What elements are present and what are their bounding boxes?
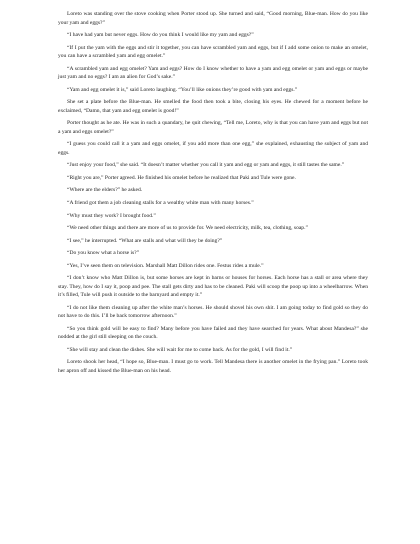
paragraph: “So you think gold will be easy to find? Many before you have failed and they have searched for years. What about Mandesa?” she nodded at the girl still sleeping on the couch.	[58, 325, 368, 341]
paragraph: “A scrambled yam and egg omelet? Yam and eggs? How do I know whether to have a yam and egg omelet or yam and eggs or maybe just yam and no eggs? I am an alien for God’s sake.”	[58, 65, 368, 81]
paragraph: “Just enjoy your food,” she said. “It doesn’t matter whether you call it yam and egg or yam and eggs, it still tastes the same.”	[67, 162, 345, 169]
paragraph: Loreto shook her head, “I hope so, Blue-man. I must go to work. Tell Mandesa there is another omelet in the frying pan.” Loreto took her apron off and kissed the Blue-man on his head.	[58, 359, 368, 374]
paragraph: “Do you know what a horse is?”	[67, 250, 140, 257]
paragraph: “I guess you could call it a yam and eggs omelet, if you add more than one egg,” she explained, exhausting the subject of yam and eggs.	[58, 141, 368, 156]
paragraph: “A friend got them a job cleaning stalls for a wealthy white man with many horses.”	[67, 200, 254, 207]
paragraph: “I do not like them cleaning up after the white man’s horses. He should shovel his own shit. I am going today to find gold so they do not have to do this. I’ll be back tomorrow afternoon.”	[58, 304, 368, 320]
paragraph: “Yes, I’ve seen them on television. Marshall Matt Dillon rides one. Festus rides a mule.”	[67, 262, 264, 269]
paragraph: “If I put the yam with the eggs and stir it together, you can have scrambled yam and eggs, but if I add some onion to make an omelet, you can have a scrambled yam and egg omelet.”	[58, 44, 368, 60]
paragraph: “Yam and egg omelet it is,” said Loreto laughing. “You’ll like onions they’re good with yam and eggs.”	[67, 86, 298, 93]
paragraph: “Where are the elders?” he asked.	[67, 187, 143, 194]
paragraph: “She will stay and clean the dishes. She will wait for me to come back. As for the gold, I will find it.”	[67, 346, 293, 353]
paragraph: Loreto was standing over the stove cooking when Porter stood up. She turned and said, “Good morning, Blue-man. How do you like your yam and eggs?”	[58, 11, 368, 26]
page-text	[58, 10, 368, 375]
paragraph: “I see,” he interrupted. “What are stalls and what will they be doing?”	[67, 237, 223, 244]
paragraph: She set a plate before the Blue-man. He smelled the food then took a bite, closing his eyes. He chewed for a moment before he exclaimed, “Damn, that yam and egg omelet is good!”	[58, 99, 368, 114]
paragraph: “Right you are,” Porter agreed. He finished his omelet before he realized that Paki and Tule were gone.	[67, 174, 296, 181]
paragraph: Porter thought as he ate. He was in such a quandary, he quit chewing, “Tell me, Loreto, why is that you can have yam and eggs but not a yam and eggs omelet?”	[58, 120, 368, 135]
paragraph: “I don’t know who Matt Dillon is, but some horses are kept in barns or houses for horses. Each horse has a stall or area where they stay. They, how do I say it, poop and pee. The stall gets dirty and has to be cleaned. Paki will scoop the poop up into a wheelbarrow. When it’s filled, Tule will push it outside to the barnyard and empty it.”	[58, 275, 368, 299]
paragraph: “We need other things and there are more of us to provide for. We need electricity, milk, tea, clothing, soap.”	[67, 225, 308, 232]
paragraph: “I have had yam but never eggs. How do you think I would like my yam and eggs?”	[67, 32, 254, 39]
paragraph: “Why must they work? I brought food.”	[67, 212, 156, 219]
